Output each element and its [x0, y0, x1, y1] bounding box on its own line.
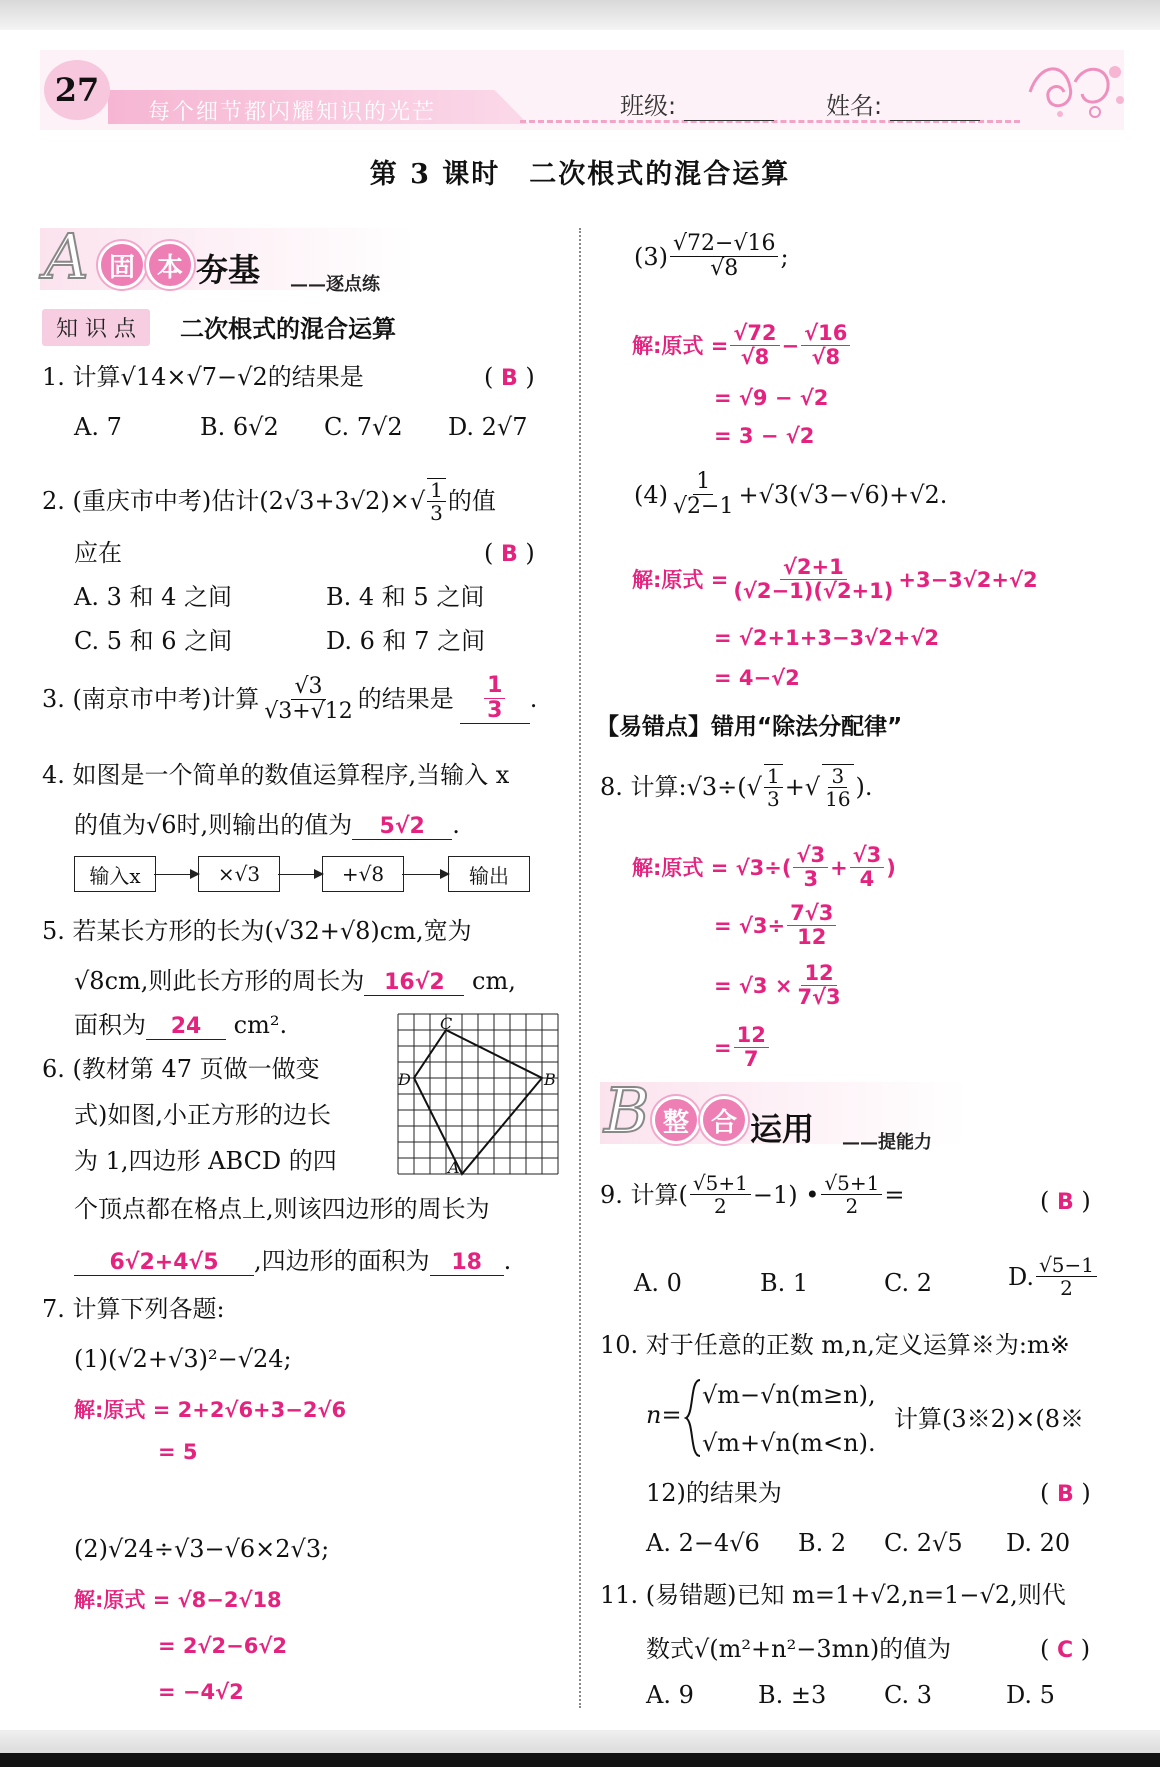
q8-sol-line4	[714, 1024, 771, 1071]
curly-brace-icon	[684, 1378, 702, 1458]
q6-label-a: A	[448, 1158, 460, 1177]
flow-box-input: 输入x	[74, 856, 156, 892]
q1-answer-bracket: ( B )	[484, 363, 535, 391]
flow-arrow-1	[154, 874, 198, 875]
q9-option-d-frac	[1036, 1254, 1097, 1299]
q6-label-b: B	[544, 1070, 556, 1089]
q1-answer: B	[501, 366, 518, 391]
frac-den: 16	[825, 787, 851, 811]
q8-sol2-frac	[787, 902, 836, 949]
section-b-subtitle: ——提能力	[842, 1132, 932, 1153]
frac-den: √8	[811, 345, 841, 370]
q7-part4-sol-line3: = 4−√2	[714, 666, 800, 690]
q11-option-c: C. 3	[884, 1681, 933, 1709]
q9-stem	[600, 1172, 904, 1217]
q1-option-d: D. 2√7	[448, 413, 528, 441]
q9-option-a: A. 0	[634, 1269, 682, 1297]
name-blank	[890, 98, 980, 121]
section-a-title: 夯基	[196, 251, 261, 289]
q2-line2: 应在	[74, 539, 122, 567]
q8-sol1-frac-a	[793, 844, 828, 891]
q6-line5	[74, 1246, 511, 1276]
q2-frac-den: 3	[430, 501, 443, 525]
q7-part3-sol-line2: = √9 − √2	[714, 386, 829, 410]
flow-box-multiply: ×√3	[198, 856, 280, 892]
slogan: 每个细节都闪耀知识的光芒	[148, 100, 437, 125]
q9-option-b: B. 1	[760, 1269, 809, 1297]
q6-area-answer: 18	[430, 1250, 504, 1276]
q5-line3-pre: 面积为	[74, 1011, 146, 1039]
frac-den: 2	[845, 1194, 859, 1218]
frac-den: 7√3	[797, 985, 841, 1010]
common-mistake-heading: 【易错点】错用“除法分配律”	[596, 714, 903, 740]
q10-line3: 12)的结果为	[646, 1479, 782, 1507]
q9-answer: B	[1057, 1190, 1074, 1215]
class-label: 班级:	[620, 92, 677, 120]
q8-sol1-frac-b	[850, 844, 885, 891]
q7-part2-sol-line3: = −4√2	[158, 1680, 244, 1704]
q11-option-a: A. 9	[646, 1681, 694, 1709]
q7-part3-end: ;	[780, 242, 789, 271]
q9-frac1	[690, 1172, 751, 1217]
frac-den: 2	[714, 1194, 727, 1218]
q8-frac2	[822, 764, 853, 810]
q9-answer-bracket: ( B )	[1040, 1187, 1091, 1215]
q7-part4-label: (4)	[634, 480, 668, 509]
q10-option-b: B. 2	[798, 1529, 847, 1557]
q8-sol1-pre: 解:原式 = √3÷(	[632, 855, 792, 880]
section-b-char2: 合	[700, 1096, 748, 1144]
q10-answer: B	[1057, 1482, 1074, 1507]
q4-line2-pre: 的值为√6时,则输出的值为	[74, 811, 353, 839]
frac-num: 12	[801, 962, 836, 986]
q4-answer: 5√2	[352, 814, 452, 840]
section-a-letter: A	[44, 220, 89, 293]
frac-den: 3	[766, 787, 780, 811]
q9-mid: −1) •	[752, 1180, 820, 1209]
q8-plus: +	[784, 773, 805, 801]
q7-part3	[634, 232, 789, 281]
q8-sol-line2	[714, 902, 838, 949]
q4-line2: 的值为√6时,则输出的值为 5√2 .	[74, 811, 460, 839]
q8-stem: 8. 计算:√3÷( √ $\frac{1}{3}$ + √ $\frac{3}{16}$ ).	[600, 764, 873, 811]
q1-pre: 1. 计算	[42, 363, 121, 391]
frac-num: √5+1	[690, 1172, 751, 1195]
q2-tail: 的值	[447, 487, 496, 515]
q6-label-c: C	[440, 1014, 453, 1033]
q7-part2: (2)√24÷√3−√6×2√3;	[74, 1535, 330, 1563]
frac-den: 4	[859, 867, 875, 892]
q3-pre: 3. (南京市中考)计算	[42, 685, 260, 714]
q6-grid-figure	[394, 1010, 562, 1178]
q7-part3-sol-frac-b	[801, 322, 850, 369]
frac-num: √3	[850, 844, 885, 868]
q5-area-answer: 24	[146, 1014, 226, 1040]
flow-arrow-2	[278, 874, 322, 875]
knowledge-point-title: 二次根式的混合运算	[180, 315, 396, 343]
q7-part4-sol-rest: +3−3√2+√2	[898, 567, 1038, 592]
q7-part4-sol-pre: 解:原式 =	[632, 567, 729, 592]
frac-num: √2+1	[780, 556, 847, 580]
q6-line4: 个顶点都在格点上,则该四边形的周长为	[74, 1195, 490, 1223]
q7-part4-rest: +√3(√3−√6)+√2.	[738, 480, 948, 509]
q7-part4	[634, 470, 947, 519]
floral-decoration-icon	[1020, 52, 1130, 122]
q8-sol-line3	[714, 962, 846, 1009]
name-field	[826, 86, 980, 121]
q3-answer-den: 3	[487, 698, 503, 724]
frac-den: √2−1	[673, 494, 734, 520]
q10-line1: 10. 对于任意的正数 m,n,定义运算※为:m※	[600, 1331, 1070, 1359]
q9-frac2	[821, 1172, 882, 1217]
q7-part1: (1)(√2+√3)²−√24;	[74, 1345, 292, 1373]
flow-box-add: +√8	[322, 856, 404, 892]
q11-option-b: B. ±3	[758, 1681, 827, 1709]
section-b-title: 运用	[750, 1110, 815, 1148]
frac-num: √3	[793, 844, 828, 868]
q8-frac1	[764, 764, 783, 810]
q8-pre: 8. 计算:√3÷(	[600, 773, 747, 801]
flow-box-output: 输出	[448, 856, 530, 892]
q11-answer: C	[1057, 1638, 1074, 1663]
q8-sol1-plus: +	[830, 855, 848, 880]
q1-expr: √14×√7−√2的结果是	[120, 363, 364, 391]
frac-den: 3	[803, 867, 819, 892]
frac-den: 2	[1060, 1276, 1073, 1300]
q5-unit1: cm,	[472, 967, 516, 995]
q10-case2: √m+√n(m<n).	[702, 1429, 876, 1457]
frac-num: 1	[693, 470, 713, 495]
q4-line1: 4. 如图是一个简单的数值运算程序,当输入 x	[42, 761, 510, 789]
q6-line1: 6. (教材第 47 页做一做变	[42, 1055, 320, 1083]
q8-post: ).	[855, 773, 873, 801]
frac-den: 12	[797, 925, 827, 950]
q6-mid: ,四边形的面积为	[254, 1247, 430, 1275]
page-number: 27	[44, 60, 110, 120]
q3-answer-num: 1	[484, 674, 505, 699]
q7-part3-fraction	[670, 232, 778, 281]
q7-part1-sol-line2: = 5	[158, 1440, 198, 1464]
class-field	[620, 86, 774, 121]
q1-option-b: B. 6√2	[200, 413, 279, 441]
q9-option-d	[1008, 1254, 1099, 1299]
q7-part4-fraction	[670, 470, 736, 519]
q5-line2	[74, 966, 516, 996]
q8-sol3-frac	[794, 962, 843, 1009]
q2-stem: 2. (重庆市中考)估计(2√3+3√2)× √ $\frac{1}{3}$ 的值	[42, 478, 496, 525]
q2-answer: B	[501, 542, 518, 567]
q7-part3-sol-line1	[632, 322, 852, 369]
q8-sol3-pre: = √3 ×	[714, 973, 793, 998]
q7-part3-label: (3)	[634, 242, 668, 271]
frac-num: 3	[828, 765, 847, 788]
q2-option-d: D. 6 和 7 之间	[326, 627, 486, 655]
frac-den: 7	[743, 1047, 759, 1072]
column-divider	[579, 228, 581, 1708]
q7-part2-sol-line2: = 2√2−6√2	[158, 1634, 287, 1658]
q6-line2: 式)如图,小正方形的边长	[74, 1101, 331, 1129]
q7-part3-sol-minus: −	[781, 333, 800, 358]
q3-num: √3	[291, 675, 325, 700]
q10-option-d: D. 20	[1006, 1529, 1071, 1557]
q3-stem: 3. (南京市中考)计算 $\frac{√3}{√3+√12}$ 的结果是 $\frac{1}{3}$ .	[42, 673, 538, 724]
q8-sol4-pre: =	[714, 1035, 732, 1060]
q1-stem	[42, 362, 364, 392]
q7-part1-sol-line1: 解:原式 = 2+2√6+3−2√6	[74, 1398, 347, 1422]
q8-sol2-pre: = √3÷	[714, 913, 786, 938]
q2-option-a: A. 3 和 4 之间	[74, 583, 233, 611]
q3-answer-blank	[460, 674, 530, 724]
q11-line2: 数式√(m²+n²−3mn)的值为	[646, 1635, 952, 1663]
frac-num: 7√3	[787, 902, 836, 926]
q6-end: .	[503, 1247, 512, 1275]
q2-option-c: C. 5 和 6 之间	[74, 627, 233, 655]
frac-num: √5−1	[1036, 1254, 1097, 1277]
q5-unit2: cm².	[233, 1011, 288, 1039]
q7-title: 7. 计算下列各题:	[42, 1295, 225, 1323]
q6-perimeter-answer: 6√2+4√5	[74, 1250, 254, 1276]
q11-line1: 11. (易错题)已知 m=1+√2,n=1−√2,则代	[600, 1581, 1066, 1609]
q5-perimeter-answer: 16√2	[364, 970, 464, 996]
q6-line3: 为 1,四边形 ABCD 的四	[74, 1147, 337, 1175]
q8-sol-line1	[632, 844, 896, 891]
q10-after: 计算(3※2)×(8※	[894, 1405, 1085, 1433]
q5-line3	[74, 1010, 287, 1040]
frac-num: √16	[801, 322, 850, 346]
q6-label-d: D	[398, 1070, 411, 1089]
q7-part3-den: √8	[710, 256, 739, 282]
q5-line1: 5. 若某长方形的长为(√32+√8)cm,宽为	[42, 917, 472, 945]
q9-option-d-label: D.	[1008, 1262, 1035, 1291]
q9-pre: 9. 计算(	[600, 1180, 688, 1209]
frac-num: √72	[730, 322, 779, 346]
q3-post: 的结果是	[357, 685, 454, 714]
q2-option-b: B. 4 和 5 之间	[326, 583, 485, 611]
q10-option-c: C. 2√5	[884, 1529, 963, 1557]
q1-option-c: C. 7√2	[324, 413, 403, 441]
section-b-char1: 整	[652, 1096, 700, 1144]
q2-answer-bracket: ( B )	[484, 539, 535, 567]
knowledge-point-tag: 知 识 点	[42, 309, 150, 346]
section-a-subtitle: ——逐点练	[290, 274, 380, 295]
q7-part4-sol-line1	[632, 556, 1038, 603]
q11-answer-bracket: ( C )	[1040, 1635, 1091, 1663]
q10-option-a: A. 2−4√6	[646, 1529, 760, 1557]
q2-fraction	[427, 478, 446, 524]
q3-answer	[484, 674, 505, 723]
q8-sol1-end: )	[886, 855, 896, 880]
q7-part4-sol-line2: = √2+1+3−3√2+√2	[714, 626, 939, 650]
q1-options	[74, 412, 527, 442]
frac-num: 12	[734, 1024, 769, 1048]
q9-post: =	[884, 1180, 905, 1209]
flow-arrow-3	[402, 874, 448, 875]
frac-num: √5+1	[821, 1172, 882, 1195]
q7-part4-sol-frac	[730, 556, 896, 603]
q10-case-pre: n=	[646, 1401, 682, 1429]
q9-option-c: C. 2	[884, 1269, 933, 1297]
q8-sol4-frac	[734, 1024, 769, 1071]
q7-part3-sol-line3: = 3 − √2	[714, 424, 815, 448]
class-blank	[684, 98, 774, 121]
lesson-title: 第 3 课时 二次根式的混合运算	[369, 159, 791, 190]
q1-option-a: A. 7	[74, 413, 122, 441]
q7-part3-sol-frac-a	[730, 322, 779, 369]
section-b-letter: B	[604, 1074, 650, 1147]
section-a-char1: 固	[98, 241, 146, 289]
frac-num: 1	[764, 765, 783, 788]
q10-answer-bracket: ( B )	[1040, 1479, 1091, 1507]
section-a-char2: 本	[146, 241, 194, 289]
frac-den: √8	[740, 345, 770, 370]
frac-den: (√2−1)(√2+1)	[733, 579, 894, 604]
q2-line1: 2. (重庆市中考)估计(2√3+3√2)×	[42, 487, 410, 515]
q10-case1: √m−√n(m≥n),	[702, 1381, 876, 1409]
q5-line2-pre: √8cm,则此长方形的周长为	[74, 967, 365, 995]
q7-part3-num: √72−√16	[670, 232, 778, 257]
q7-part2-sol-line1: 解:原式 = √8−2√18	[74, 1588, 282, 1612]
q7-part3-sol-pre: 解:原式 =	[632, 333, 729, 358]
q3-den: √3+√12	[264, 698, 353, 724]
q11-option-d: D. 5	[1006, 1681, 1055, 1709]
name-label: 姓名:	[826, 92, 883, 120]
q2-frac-num: 1	[427, 479, 446, 502]
q3-fraction	[261, 675, 355, 724]
